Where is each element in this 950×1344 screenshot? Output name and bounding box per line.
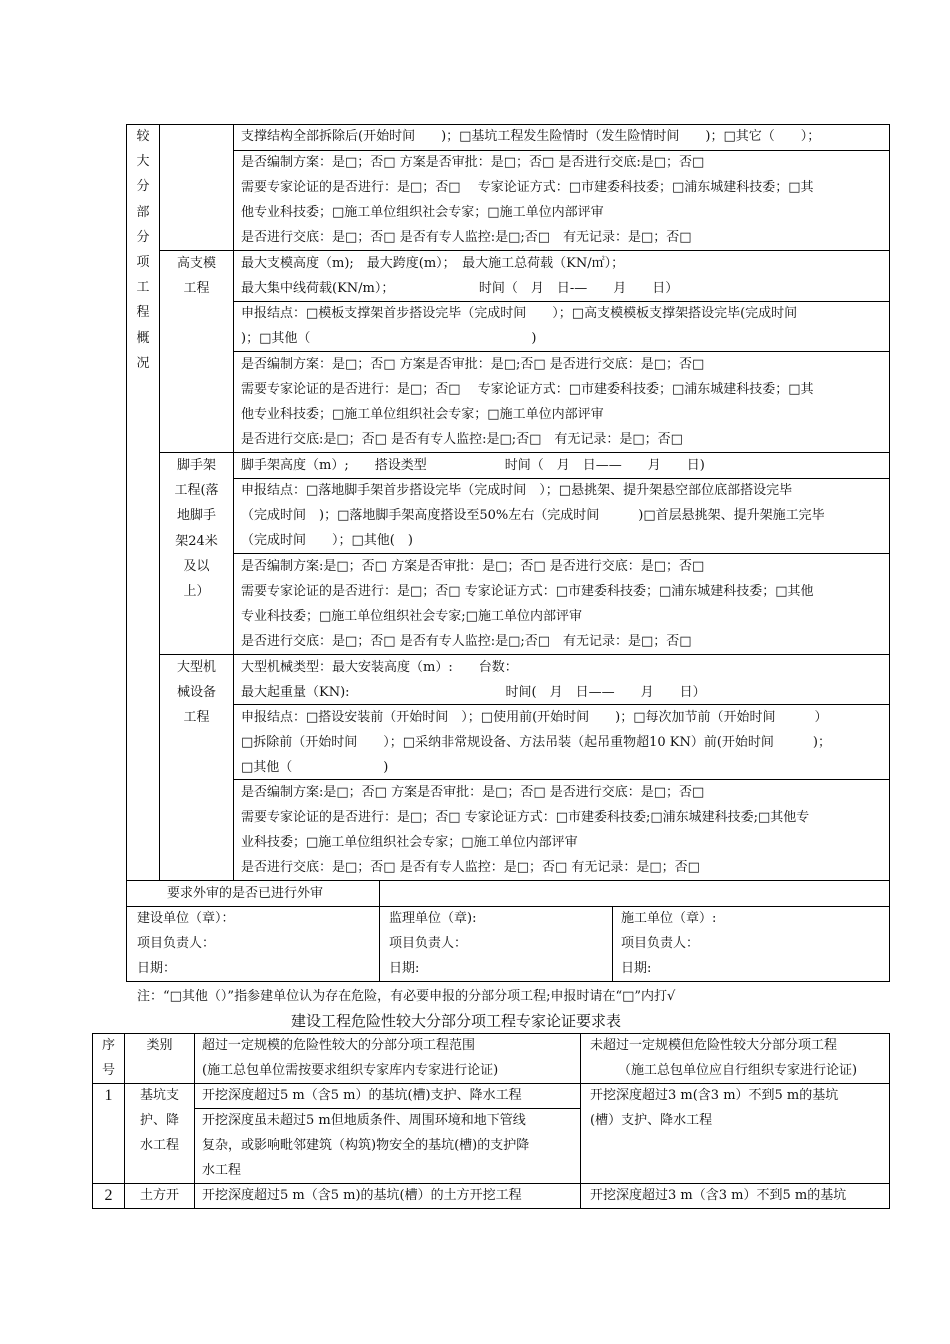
row-divider xyxy=(126,906,890,907)
formwork-line: 需要专家论证的是否进行：是□；否□ 专家论证方式：□市建委科技委；□浦东城建科技委；□其 xyxy=(241,382,814,397)
header-over: 超过一定规模的危险性较大的分部分项工程范围 (施工总包单位需按要求组织专家库内专家进行论证) xyxy=(202,1038,499,1078)
table-row-over-a: 开挖深度超过5 m（含5 m)的基坑(槽）的土方开挖工程 xyxy=(202,1188,522,1203)
section-vertical-label: 较 大 分 部 分 项 工 程 概 况 xyxy=(136,129,150,371)
external-review-label: 要求外审的是否已进行外审 xyxy=(167,886,324,901)
header-under: 未超过一定规模但危险性较大分部分项工程 （施工总包单位应自行组织专家进行论证) xyxy=(590,1038,858,1078)
scaffold-line: （完成时间 )；□落地脚手架高度搭设至50%左右（完成时间 )□首层悬挑架、提升架施工完毕 xyxy=(241,508,825,523)
machinery-line: □其他（ ) xyxy=(241,760,389,775)
machinery-line: □拆除前（开始时间 ）；□采纳非常规设备、方法吊装（起吊重物超10 KN）前(开始时间 )； xyxy=(241,735,831,750)
machinery-line: 业科技委；□施工单位组织社会专家；□施工单位内部评审 xyxy=(241,835,578,850)
scaffold-line: 需要专家论证的是否进行：是□；否□ 专家论证方式：□市建委科技委；□浦东城建科技委；□其他 xyxy=(241,584,814,599)
formwork-label: 高支模 工程 xyxy=(176,256,216,296)
machinery-line: 最大起重量（KN): 时间( 月 日—— 月 日） xyxy=(241,685,706,700)
scaffold-line: 申报结点：□落地脚手架首步搭设完毕（完成时间 ）；□悬挑架、提升架悬空部位底部搭设完毕 xyxy=(241,483,793,498)
table-row-over-a: 开挖深度超过5 m（含5 m）的基坑(槽)支护、降水工程 xyxy=(202,1088,522,1103)
scaffold-line: （完成时间 ）；□其他( ) xyxy=(241,533,413,548)
scaffold-line: 是否编制方案:是□；否□ 方案是否审批：是□；否□ 是否进行交底：是□；否□ xyxy=(241,559,705,574)
machinery-label: 大型机 械设备 工程 xyxy=(176,660,216,725)
scaffold-line: 专业科技委；□施工单位组织社会专家;□施工单位内部评审 xyxy=(241,609,582,624)
table1-divider-sign2 xyxy=(612,906,613,981)
header-category: 类别 xyxy=(146,1038,173,1053)
table-row-over-b: 开挖深度虽未超过5 m但地质条件、周围环境和地下管线 复杂，或影响毗邻建筑（构筑)物安全的基坑(槽)的支护降 水工程 xyxy=(202,1113,530,1178)
formwork-line: 最大集中线荷载(KN/m）； 时间（ 月 日-— 月 日） xyxy=(241,281,679,296)
table-row-category: 土方开 xyxy=(139,1188,179,1203)
table2-title: 建设工程危险性较大分部分项工程专家论证要求表 xyxy=(291,1012,622,1030)
scaffold-label: 脚手架 工程(落 地脚手 架24米 及以 上） xyxy=(174,458,219,600)
table-row-seq: 1 xyxy=(104,1087,113,1104)
formwork-line: 是否进行交底:是□；否□ 是否有专人监控:是□;否□ 有无记录：是□；否□ xyxy=(241,432,683,447)
row1-line: 支撑结构全部拆除后(开始时间 )；□基坑工程发生险情时（发生险情时间 )；□其它（ ）； xyxy=(241,129,821,144)
formwork-line: )；□其他（ ) xyxy=(241,331,537,346)
machinery-line: 需要专家论证的是否进行：是□；否□ 专家论证方式：□市建委科技委;□浦东城建科技委;□其他专 xyxy=(241,810,810,825)
table1-border-bottom xyxy=(126,981,890,982)
table-row-category: 基坑支 护、降 水工程 xyxy=(139,1088,179,1153)
table2-divider-over xyxy=(580,1033,581,1209)
table-row-seq: 2 xyxy=(104,1187,113,1204)
sign-builder: 建设单位（章）： 项目负责人： 日期： xyxy=(137,911,235,976)
table2-divider-category xyxy=(194,1033,195,1209)
table1-divider-label xyxy=(233,124,234,880)
table-row-under: 开挖深度超过3 m（含3 m）不到5 m的基坑 xyxy=(590,1188,847,1203)
row1-line: 他专业科技委；□施工单位组织社会专家；□施工单位内部评审 xyxy=(241,205,604,220)
machinery-line: 大型机械类型：最大安装高度（m）: 台数： xyxy=(241,660,518,675)
scaffold-line: 是否进行交底：是□；否□ 是否有专人监控:是□;否□ 有无记录：是□；否□ xyxy=(241,634,692,649)
sign-supervisor: 监理单位（章): 项目负责人： 日期: xyxy=(389,911,477,976)
scaffold-line: 脚手架高度（m）; 搭设类型 时间（ 月 日—— 月 日) xyxy=(241,458,705,473)
machinery-line: 是否编制方案:是□；否□ 方案是否审批：是□；否□ 是否进行交底：是□；否□ xyxy=(241,785,705,800)
formwork-line: 是否编制方案：是□；否□ 方案是否审批：是□;否□ 是否进行交底：是□；否□ xyxy=(241,357,705,372)
formwork-line: 他专业科技委；□施工单位组织社会专家；□施工单位内部评审 xyxy=(241,407,604,422)
table1-border-left xyxy=(126,124,127,981)
sign-contractor: 施工单位（章）: 项目负责人： 日期: xyxy=(621,911,717,976)
table-row-under: 开挖深度超过3 m(含3 m）不到5 m的基坑 (槽）支护、降水工程 xyxy=(590,1088,839,1128)
table1-divider-sign1 xyxy=(379,880,380,981)
formwork-line: 最大支模高度（m); 最大跨度(m）； 最大施工总荷载（KN/㎡）； xyxy=(241,256,625,271)
row1-line: 是否编制方案：是□；否□ 方案是否审批：是□；否□ 是否进行交底:是□；否□ xyxy=(241,155,705,170)
table2-border-right xyxy=(889,1033,890,1209)
note-text: 注：“□其他（）”指参建单位认为存在危险，有必要申报的分部分项工程;申报时请在“□”内打√ xyxy=(137,989,676,1004)
row1-line: 是否进行交底：是□；否□ 是否有专人监控:是□;否□ 有无记录：是□；否□ xyxy=(241,230,692,245)
formwork-line: 申报结点：□模板支撑架首步搭设完毕（完成时间 ）；□高支模模板支撑架搭设完毕(完成时间 xyxy=(241,306,798,321)
machinery-line: 申报结点：□搭设安装前（开始时间 ）；□使用前(开始时间 )；□每次加节前（开始时间 ） xyxy=(241,710,828,725)
table2-border-bottom xyxy=(92,1208,890,1209)
machinery-line: 是否进行交底：是□；否□ 是否有专人监控：是□；否□ 有无记录：是□；否□ xyxy=(241,860,700,875)
row1-line: 需要专家论证的是否进行：是□；否□ 专家论证方式：□市建委科技委；□浦东城建科技委；□其 xyxy=(241,180,814,195)
header-seq: 序 号 xyxy=(101,1038,115,1078)
